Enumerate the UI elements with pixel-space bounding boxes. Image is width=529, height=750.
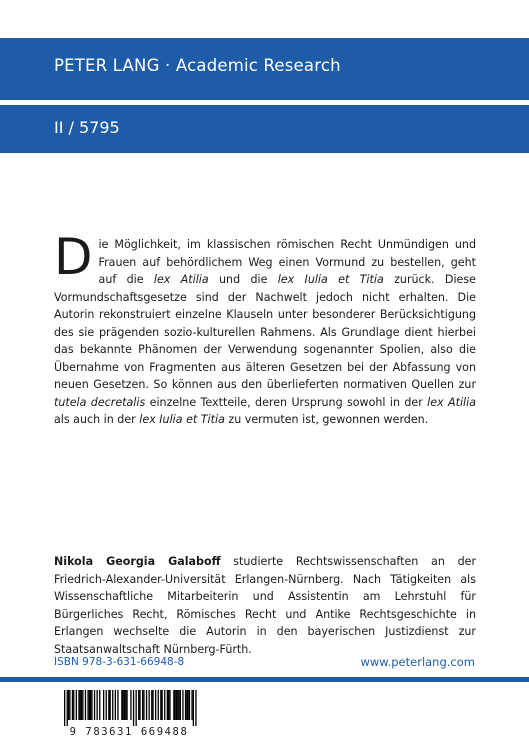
barcode-bar xyxy=(123,690,124,720)
barcode-bar xyxy=(151,690,152,720)
barcode-bar xyxy=(68,690,69,720)
barcode-bar xyxy=(136,690,137,726)
barcode-bar xyxy=(97,690,98,720)
publisher-url[interactable]: www.peterlang.com xyxy=(360,655,475,669)
barcode-bar xyxy=(115,690,116,720)
drop-cap: D xyxy=(54,228,93,286)
barcode-bar xyxy=(67,690,68,726)
barcode-bar xyxy=(72,690,73,720)
barcode-bar xyxy=(64,690,65,726)
barcode-bar xyxy=(112,690,113,720)
barcode-bar xyxy=(94,690,95,720)
barcode-bar xyxy=(108,690,109,720)
barcode-bar xyxy=(164,690,165,720)
publisher-title: PETER LANG · Academic Research xyxy=(54,56,341,75)
barcode xyxy=(54,690,204,738)
barcode-bar xyxy=(173,690,174,720)
barcode-bar xyxy=(125,690,126,720)
footer-band xyxy=(0,677,529,682)
barcode-bar xyxy=(117,690,118,720)
description-text: zurück. Diese Vormundschaftsgesetze sind der Nachwelt jedoch nicht erhalten. Die Autorin rekonstruiert einzelne Klauseln unter besonderer Berücksichtigung des sie prägenden sozio-kulturellen Rahmens. Als Grundlage dient hierbei das bekannte Phänomen der Verwendung sogenannter Spolien, also die Übernahme von Fragmenten aus älteren Gesetzen bei der Abfassung von neuen Gesetzen. So können aus den überlieferten normativen Quellen zur xyxy=(54,273,476,391)
barcode-bar xyxy=(162,690,163,720)
barcode-bar xyxy=(178,690,179,720)
barcode-bar xyxy=(69,690,70,720)
term-tutela: tutela decretalis xyxy=(54,395,146,409)
barcode-bar xyxy=(80,690,81,720)
barcode-bar xyxy=(176,690,177,720)
barcode-bar xyxy=(124,690,125,720)
term-lex-atilia: lex Atilia xyxy=(427,395,476,409)
publisher-band xyxy=(0,38,529,100)
author-name: Nikola Georgia Galaboff xyxy=(54,555,221,568)
barcode-bar xyxy=(142,690,143,720)
barcode-bars xyxy=(54,690,204,726)
series-number: II / 5795 xyxy=(54,118,120,137)
barcode-bar xyxy=(87,690,88,720)
barcode-bar xyxy=(188,690,189,720)
barcode-bar xyxy=(167,690,168,720)
barcode-bar xyxy=(180,690,181,720)
author-bio-text: studierte Rechtswissenschaften an der Friedrich-Alexander-Universität Erlangen-Nürnberg. Nach Tätigkeiten als Wissenschaftliche Mitarbeiterin und Assistentin am Lehrstuhl für Bürgerliches Recht, Römisches Recht und Antike Rechtsgeschichte in Erlangen wechselte die Autorin in den bayerischen Justizdienst zur Staatsanwaltschaft Nürnberg-Fürth. xyxy=(54,555,477,656)
barcode-bar xyxy=(76,690,77,720)
barcode-bar xyxy=(110,690,111,720)
term-lex-atilia: lex Atilia xyxy=(153,273,209,286)
barcode-bar xyxy=(106,690,107,720)
barcode-bar xyxy=(89,690,90,720)
barcode-bar xyxy=(139,690,140,720)
barcode-bar xyxy=(82,690,83,720)
description-text: als auch in der xyxy=(54,413,140,426)
description-text: einzelne Textteile, deren Ursprung sowohl in der xyxy=(145,395,428,409)
barcode-bar xyxy=(103,690,104,720)
barcode-number: 9 783631 669488 xyxy=(69,726,189,738)
barcode-bar xyxy=(185,690,186,720)
barcode-bar xyxy=(177,690,178,720)
barcode-bar xyxy=(189,690,190,720)
barcode-bar xyxy=(143,690,144,720)
barcode-bar xyxy=(146,690,147,720)
barcode-bar xyxy=(193,690,194,726)
barcode-bar xyxy=(158,690,159,720)
barcode-bar xyxy=(81,690,82,720)
barcode-bar xyxy=(85,690,86,720)
barcode-bar xyxy=(73,690,74,720)
barcode-bar xyxy=(149,690,150,720)
barcode-bar xyxy=(78,690,79,720)
barcode-bar xyxy=(152,690,153,720)
barcode-bar xyxy=(121,690,122,720)
isbn: ISBN 978-3-631-66948-8 xyxy=(54,656,185,668)
barcode-bar xyxy=(126,690,127,720)
barcode-bar xyxy=(160,690,161,720)
term-lex-iulia: lex Iulia et Titia xyxy=(277,273,384,286)
barcode-bar xyxy=(175,690,176,720)
barcode-bar xyxy=(91,690,92,720)
barcode-bar xyxy=(90,690,91,720)
series-band xyxy=(0,105,529,153)
barcode-bar xyxy=(195,690,196,726)
barcode-bar xyxy=(169,690,170,720)
barcode-bar xyxy=(168,690,169,720)
barcode-bar xyxy=(133,690,134,726)
book-description xyxy=(54,228,476,429)
barcode-bar xyxy=(138,690,139,720)
description-text: zu vermuten ist, gewonnen werden. xyxy=(224,413,429,426)
barcode-bar xyxy=(155,690,156,720)
barcode-bar xyxy=(130,690,131,720)
author-bio xyxy=(54,553,476,658)
description-text: und die xyxy=(208,273,278,286)
term-lex-iulia: lex Iulia et Titia xyxy=(139,413,225,426)
barcode-bar xyxy=(182,690,183,720)
barcode-bar xyxy=(186,690,187,720)
barcode-bar xyxy=(99,690,100,720)
description-text: ie Möglichkeit, im klassischen römischen Recht Unmündigen und Frauen auf behördlichem Weg einen Vormund zu bestellen, geht auf die xyxy=(98,238,476,286)
barcode-bar xyxy=(191,690,192,720)
